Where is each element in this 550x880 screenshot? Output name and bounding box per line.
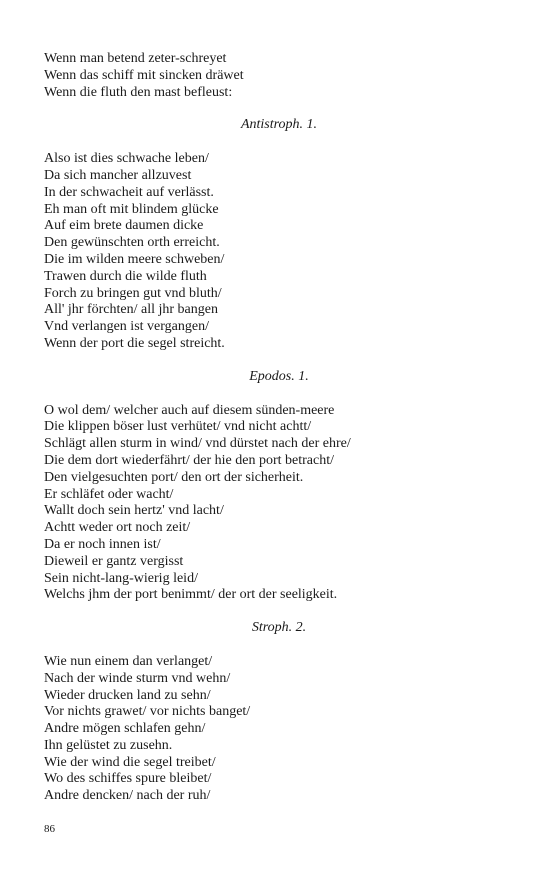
verse-line: Wieder drucken land zu sehn/ <box>44 687 211 703</box>
verse-line: O wol dem/ welcher auch auf diesem sünden-meere <box>44 402 335 418</box>
verse-line: Da er noch innen ist/ <box>44 536 161 552</box>
verse-line: Wenn man betend zeter-schreyet <box>44 51 227 66</box>
verse-line: Ihn gelüstet zu zusehn. <box>44 737 173 753</box>
verse-line: Die klippen böser lust verhütet/ vnd nicht achtt/ <box>44 419 312 435</box>
verse-line: Die dem dort wiederfährt/ der hie den port betracht/ <box>44 452 334 468</box>
verse-line: Die im wilden meere schweben/ <box>44 251 225 267</box>
section-heading-stroph: Stroph. 2. <box>251 620 307 636</box>
verse-line: Wallt doch sein hertz' vnd lacht/ <box>44 503 224 519</box>
verse-line: Vnd verlangen ist vergangen/ <box>44 319 209 335</box>
page-number: 86 <box>44 823 55 835</box>
verse-line: Wenn das schiff mit sincken dräwet <box>44 67 244 83</box>
verse-line: Andre dencken/ nach der ruh/ <box>44 788 211 804</box>
verse-line: Auf eim brete daumen dicke <box>44 218 204 234</box>
stanza-epodos <box>44 403 514 605</box>
verse-line: Wie der wind die segel treibet/ <box>44 754 216 770</box>
verse-line: Nach der winde sturm vnd wehn/ <box>44 670 231 686</box>
verse-line: Den gewünschten orth erreicht. <box>44 235 220 251</box>
verse-line: Trawen durch die wilde fluth <box>44 268 207 284</box>
verse-line: Wenn der port die segel streicht. <box>44 335 225 351</box>
verse-line: Schlägt allen sturm in wind/ vnd dürstet nach der ehre/ <box>44 436 351 452</box>
section-heading-antistroph: Antistroph. 1. <box>240 117 318 133</box>
stanza-opening <box>44 51 514 101</box>
verse-line: Wenn die fluth den mast befleust: <box>44 84 233 100</box>
verse-line: Er schläfet oder wacht/ <box>44 486 174 502</box>
poem-page <box>44 51 514 805</box>
verse-line: Forch zu bringen gut vnd bluth/ <box>44 285 222 301</box>
stanza-antistroph <box>44 151 514 353</box>
verse-line: Dieweil er gantz vergisst <box>44 553 184 569</box>
verse-line: Sein nicht-lang-wierig leid/ <box>44 570 198 586</box>
verse-line: Den vielgesuchten port/ den ort der sicherheit. <box>44 469 304 485</box>
verse-line: All' jhr förchten/ all jhr bangen <box>44 302 218 318</box>
stanza-stroph <box>44 654 514 805</box>
section-heading-epodos: Epodos. 1. <box>249 368 309 384</box>
verse-line: Vor nichts grawet/ vor nichts banget/ <box>44 704 251 720</box>
verse-line: Wo des schiffes spure bleibet/ <box>44 771 212 787</box>
verse-line: Eh man oft mit blindem glücke <box>44 201 219 217</box>
verse-line: In der schwacheit auf verlässt. <box>44 184 214 200</box>
verse-line: Achtt weder ort noch zeit/ <box>44 520 191 536</box>
verse-line: Wie nun einem dan verlanget/ <box>44 653 213 669</box>
verse-line: Also ist dies schwache leben/ <box>44 151 209 167</box>
verse-line: Da sich mancher allzuvest <box>44 167 192 183</box>
verse-line: Welchs jhm der port benimmt/ der ort der seeligkeit. <box>44 587 338 603</box>
verse-line: Andre mögen schlafen gehn/ <box>44 721 206 737</box>
